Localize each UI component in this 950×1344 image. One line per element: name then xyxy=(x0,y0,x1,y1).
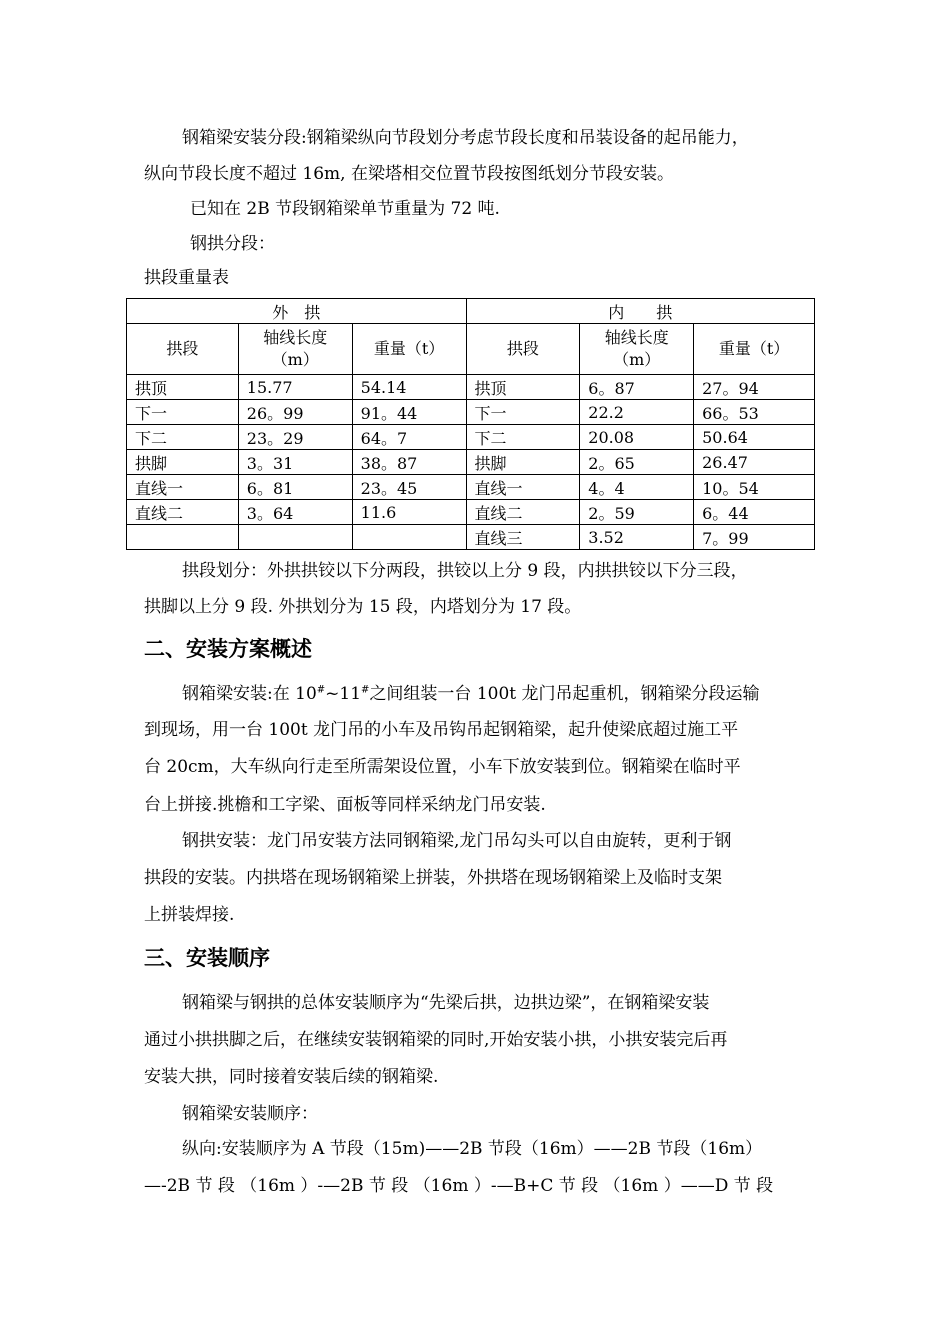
table-cell: 直线二 xyxy=(466,500,580,525)
table-cell: 7。99 xyxy=(694,525,815,550)
table-cell: 拱脚 xyxy=(127,450,239,475)
table-cell: 23。45 xyxy=(352,475,466,500)
table-cell: 下二 xyxy=(127,425,239,450)
table-cell: 27。94 xyxy=(694,375,815,400)
col-header-segment: 拱段 xyxy=(127,324,239,375)
para-arch-install-line3: 上拼装焊接. xyxy=(144,905,235,925)
col-header-length: 轴线长度（m） xyxy=(238,324,352,375)
table-cell: 直线一 xyxy=(466,475,580,500)
table-title: 拱段重量表 xyxy=(144,268,229,288)
table-row xyxy=(127,450,815,475)
col-header-weight: 重量（t） xyxy=(694,324,815,375)
table-cell: 6。44 xyxy=(694,500,815,525)
table-cell: 直线一 xyxy=(127,475,239,500)
table-cell: 4。4 xyxy=(580,475,694,500)
para-longitudinal-line2: —-2B 节 段 （16m ）-—2B 节 段 （16m ）-—B+C 节 段 （16m ）——D 节 段 xyxy=(144,1176,774,1196)
table-cell: 15.77 xyxy=(238,375,352,400)
table-cell xyxy=(127,525,239,550)
table-cell: 26.47 xyxy=(694,450,815,475)
table-cell: 50.64 xyxy=(694,425,815,450)
table-cell: 3。31 xyxy=(238,450,352,475)
para-sequence-line1: 钢箱梁与钢拱的总体安装顺序为“先梁后拱，边拱边梁”，在钢箱梁安装 xyxy=(182,993,710,1013)
para-arch-install-line1: 钢拱安装：龙门吊安装方法同钢箱梁,龙门吊勾头可以自由旋转，更利于钢 xyxy=(182,831,732,851)
table-cell: 64。7 xyxy=(352,425,466,450)
para-box-girder-install-line1: 钢箱梁安装:在 10#~11#之间组装一台 100t 龙门吊起重机，钢箱梁分段运输 xyxy=(182,684,760,704)
para-longitudinal-line1: 纵向:安装顺序为 A 节段（15m)——2B 节段（16m）——2B 节段（16m） xyxy=(182,1139,763,1159)
table-cell: 下一 xyxy=(466,400,580,425)
table-cell: 下二 xyxy=(466,425,580,450)
para-arch-install-line2: 拱段的安装。内拱塔在现场钢箱梁上拼装，外拱塔在现场钢箱梁上及临时支架 xyxy=(144,868,722,888)
arch-weight-table xyxy=(126,298,815,550)
table-cell: 23。29 xyxy=(238,425,352,450)
table-cell: 拱脚 xyxy=(466,450,580,475)
table-cell: 54.14 xyxy=(352,375,466,400)
table-cell: 下一 xyxy=(127,400,239,425)
table-cell: 91。44 xyxy=(352,400,466,425)
para-2b-weight: 已知在 2B 节段钢箱梁单节重量为 72 吨. xyxy=(190,199,500,219)
para-box-girder-install-line3: 台 20cm，大车纵向行走至所需架设位置，小车下放安装到位。钢箱梁在临时平 xyxy=(144,757,741,777)
table-cell: 3.52 xyxy=(580,525,694,550)
para-sequence-line2: 通过小拱拱脚之后，在继续安装钢箱梁的同时,开始安装小拱，小拱安装完后再 xyxy=(144,1030,728,1050)
para-box-girder-install-line4: 台上拼接.挑檐和工字梁、面板等同样采纳龙门吊安装. xyxy=(144,795,546,815)
table-cell: 26。99 xyxy=(238,400,352,425)
outer-arch-header: 外 拱 xyxy=(127,299,467,324)
table-cell: 拱顶 xyxy=(466,375,580,400)
para-arch-segmentation: 钢拱分段： xyxy=(190,234,275,254)
para-box-girder-segmentation-line2: 纵向节段长度不超过 16m, 在梁塔相交位置节段按图纸划分节段安装。 xyxy=(144,164,674,184)
para-girder-sequence-title: 钢箱梁安装顺序： xyxy=(182,1104,318,1124)
table-row xyxy=(127,425,815,450)
table-cell: 直线二 xyxy=(127,500,239,525)
table-row xyxy=(127,375,815,400)
col-header-length: 轴线长度（m） xyxy=(580,324,694,375)
para-arch-division-line1: 拱段划分：外拱拱铰以下分两段，拱铰以上分 9 段，内拱拱铰以下分三段， xyxy=(182,561,748,581)
inner-arch-header: 内 拱 xyxy=(466,299,815,324)
section-heading-sequence: 三、安装顺序 xyxy=(144,946,270,970)
table-cell: 6。81 xyxy=(238,475,352,500)
table-cell: 66。53 xyxy=(694,400,815,425)
table-row xyxy=(127,525,815,550)
section-heading-overview: 二、安装方案概述 xyxy=(144,637,312,661)
table-group-header-row xyxy=(127,299,815,324)
table-cell: 11.6 xyxy=(352,500,466,525)
para-arch-division-line2: 拱脚以上分 9 段. 外拱划分为 15 段，内塔划分为 17 段。 xyxy=(144,597,582,617)
table-column-header-row xyxy=(127,324,815,375)
table-row xyxy=(127,475,815,500)
para-box-girder-install-line2: 到现场，用一台 100t 龙门吊的小车及吊钩吊起钢箱梁，起升使梁底超过施工平 xyxy=(144,720,739,740)
table-row xyxy=(127,500,815,525)
col-header-segment: 拱段 xyxy=(466,324,580,375)
para-box-girder-segmentation-line1: 钢箱梁安装分段:钢箱梁纵向节段划分考虑节段长度和吊装设备的起吊能力， xyxy=(182,128,749,148)
table-cell: 拱顶 xyxy=(127,375,239,400)
table-cell: 22.2 xyxy=(580,400,694,425)
table-cell xyxy=(352,525,466,550)
table-row xyxy=(127,400,815,425)
table-cell: 38。87 xyxy=(352,450,466,475)
table-cell xyxy=(238,525,352,550)
col-header-weight: 重量（t） xyxy=(352,324,466,375)
table-cell: 2。59 xyxy=(580,500,694,525)
table-cell: 2。65 xyxy=(580,450,694,475)
table-cell: 10。54 xyxy=(694,475,815,500)
table-cell: 3。64 xyxy=(238,500,352,525)
para-sequence-line3: 安装大拱，同时接着安装后续的钢箱梁. xyxy=(144,1067,439,1087)
table-cell: 20.08 xyxy=(580,425,694,450)
table-cell: 6。87 xyxy=(580,375,694,400)
table-cell: 直线三 xyxy=(466,525,580,550)
